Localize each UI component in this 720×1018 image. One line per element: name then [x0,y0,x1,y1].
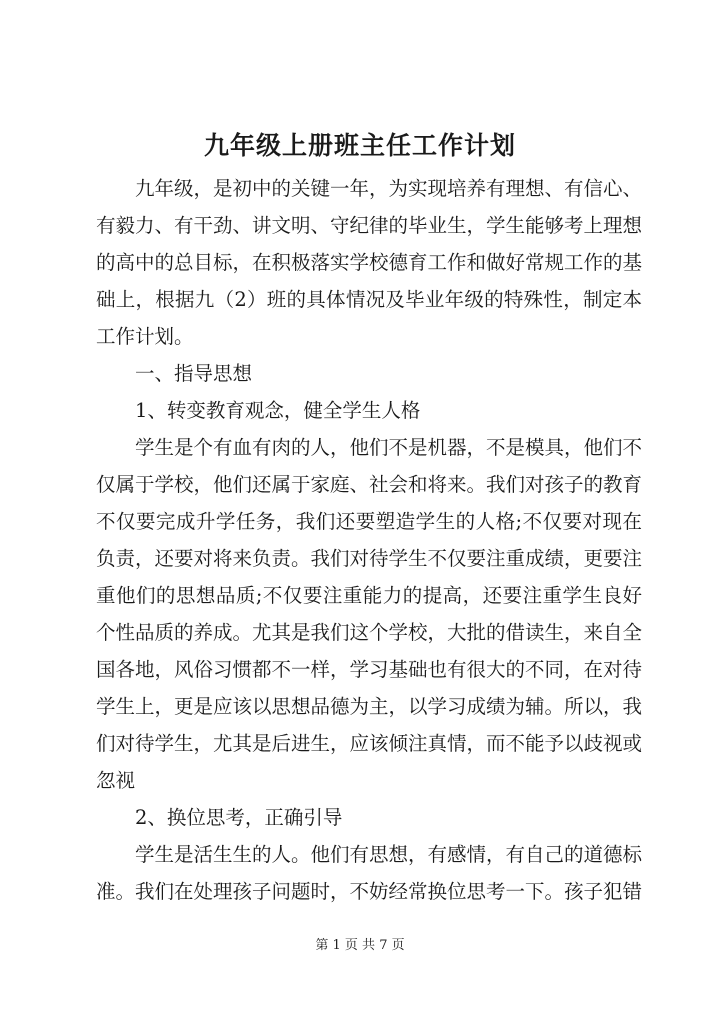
body-paragraph: 学生是个有血有肉的人，他们不是机器，不是模具，他们不仅属于学校，他们还属于家庭、社会和将来。我们对孩子的教育不仅要完成升学任务，我们还要塑造学生的人格;不仅要对现在负责，还要对将来负责。我们对待学生不仅要注重成绩，更要注重他们的思想品质;不仅要注重能力的提高，还要注重学生良好个性品质的养成。尤其是我们这个学校，大批的借读生，来自全国各地，风俗习惯都不一样，学习基础也有很大的不同，在对待学生上，更是应该以思想品德为主，以学习成绩为辅。所以，我们对待学生，尤其是后进生，应该倾注真情，而不能予以歧视或忽视 [96,436,643,792]
document-title: 九年级上册班主任工作计划 [203,131,516,160]
intro-paragraph: 九年级，是初中的关键一年，为实现培养有理想、有信心、有毅力、有干劲、讲文明、守纪律的毕业生，学生能够考上理想的高中的总目标，在积极落实学校德育工作和做好常规工作的基础上，根据九（2）班的具体情况及毕业年级的特殊性，制定本工作计划。 [96,177,643,348]
document-body [96,170,642,910]
subsection-heading: 1、转变教育观念，健全学生人格 [135,399,421,422]
section-heading: 一、指导思想 [135,362,253,385]
page-number-footer: 第 1 页 共 7 页 [315,938,405,953]
body-paragraph: 学生是活生生的人。他们有思想，有感情，有自己的道德标准。我们在处理孩子问题时，不妨经常换位思考一下。孩子犯错 [96,843,643,903]
subsection-heading: 2、换位思考，正确引导 [135,806,343,829]
